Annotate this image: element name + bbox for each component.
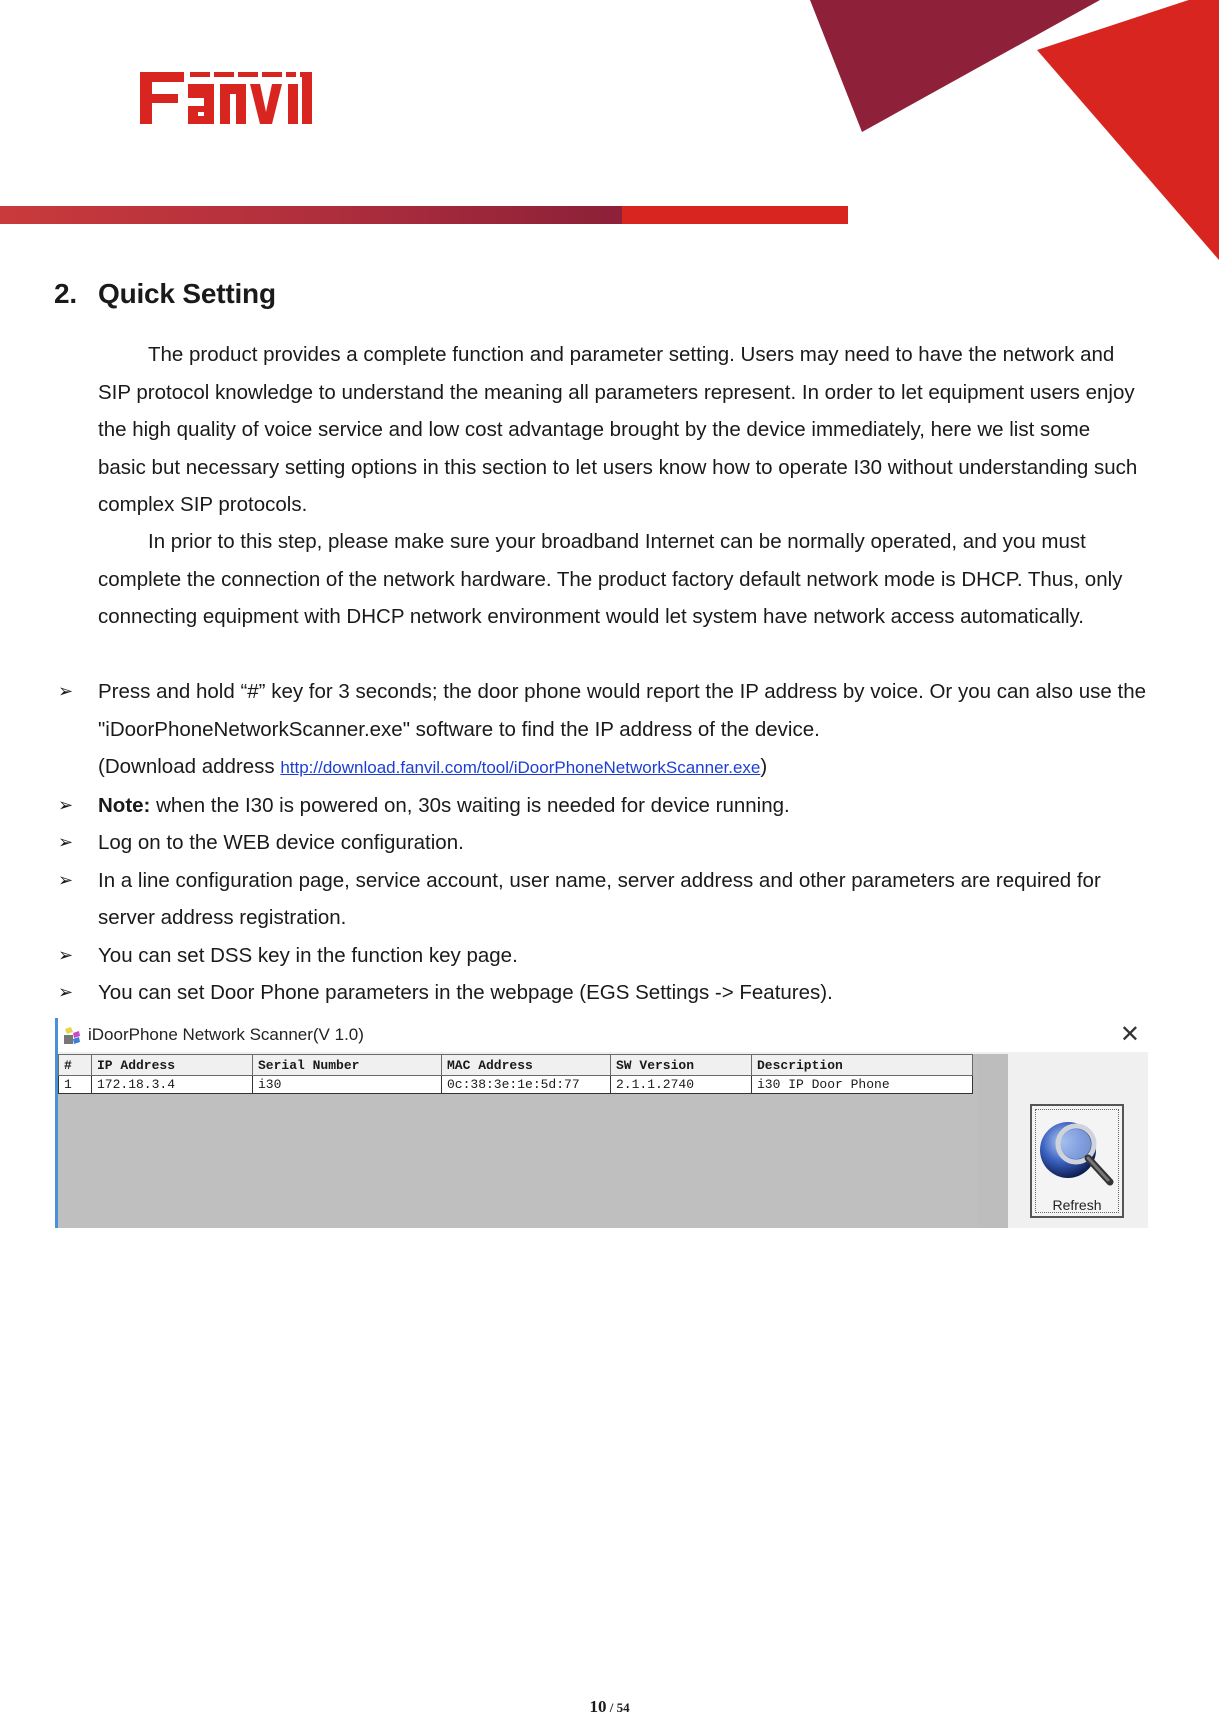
side-panel <box>1008 1054 1148 1228</box>
column-header-description[interactable]: Description <box>752 1055 973 1076</box>
list-item: ➢ Log on to the WEB device configuration. <box>58 824 1148 862</box>
arrow-bullet-icon: ➢ <box>58 681 74 701</box>
paragraph-prerequisite: In prior to this step, please make sure your broadband Internet can be normally operated, and you must complete the connection of the network hardware. The product factory default network mode is DHCP. Thus, only connecting equipment with DHCP network environment would let system have network access automatically. <box>98 530 1123 628</box>
cell-mac: 0c:38:3e:1e:5d:77 <box>442 1076 611 1094</box>
scanner-app-window <box>55 1018 1148 1228</box>
arrow-bullet-icon: ➢ <box>58 869 74 890</box>
section-heading <box>54 278 276 310</box>
download-link[interactable]: http://download.fanvil.com/tool/iDoorPhoneNetworkScanner.exe <box>280 758 761 777</box>
list-item: ➢ You can set DSS key in the function key page. <box>58 937 1148 975</box>
table-header-row <box>59 1055 973 1076</box>
app-title: iDoorPhone Network Scanner(V 1.0) <box>88 1025 364 1044</box>
arrow-bullet-icon: ➢ <box>58 794 74 815</box>
device-table <box>58 1054 973 1094</box>
magnifier-globe-icon <box>1036 1110 1118 1196</box>
close-icon[interactable]: ✕ <box>1119 1021 1140 1048</box>
list-item: ➢ Note: when the I30 is powered on, 30s waiting is needed for device running. <box>58 787 1148 825</box>
column-header-serial[interactable]: Serial Number <box>253 1055 442 1076</box>
page-total: 54 <box>616 1700 630 1715</box>
list-item: ➢ In a line configuration page, service account, user name, server address and other parameters are required for server address registration. <box>58 862 1148 937</box>
refresh-label: Refresh <box>1052 1197 1102 1213</box>
app-titlebar <box>58 1018 1148 1052</box>
header-bar <box>0 206 848 224</box>
section-number: 2. <box>54 278 77 309</box>
cell-index: 1 <box>59 1076 92 1094</box>
column-header-sw-version[interactable]: SW Version <box>611 1055 752 1076</box>
page-footer: 10 / 54 <box>589 1697 630 1716</box>
column-header-ip[interactable]: IP Address <box>92 1055 253 1076</box>
arrow-bullet-icon: ➢ <box>58 944 74 965</box>
cell-description: i30 IP Door Phone <box>752 1076 973 1094</box>
cell-ip: 172.18.3.4 <box>92 1076 253 1094</box>
list-item: ➢ You can set Door Phone parameters in the webpage (EGS Settings -> Features). <box>58 974 1148 1012</box>
arrow-bullet-icon: ➢ <box>58 832 74 852</box>
note-label: Note: <box>98 793 151 817</box>
device-grid <box>58 1054 1008 1228</box>
arrow-bullet-icon: ➢ <box>58 982 74 1002</box>
bullet-list <box>58 673 1148 1012</box>
section-title: Quick Setting <box>98 278 276 309</box>
cell-sw-version: 2.1.1.2740 <box>611 1076 752 1094</box>
table-row[interactable] <box>59 1076 973 1094</box>
page-number: 10 <box>589 1697 607 1716</box>
refresh-button[interactable] <box>1030 1104 1124 1218</box>
list-item: ➢ Press and hold “#” key for 3 seconds; the door phone would report the IP address by voice. Or you can also use the "iDoorPhoneNetworkScanner.exe" software to find the IP address of the device. (Download address http://download.fanvil.com/tool/iDoorPhoneNetworkScanner.exe) <box>58 673 1148 787</box>
column-header-mac[interactable]: MAC Address <box>442 1055 611 1076</box>
grid-scrollbar[interactable] <box>978 1054 1008 1228</box>
paragraph-intro: The product provides a complete function and parameter setting. Users may need to have the network and SIP protocol knowledge to understand the meaning all parameters represent. In order to let equipment users enjoy the high quality of voice service and low cost advantage brought by the device immediately, here we list some basic but necessary setting options in this section to let users know how to operate I30 without understanding such complex SIP protocols. <box>98 343 1138 516</box>
fanvil-logo <box>140 68 340 128</box>
cell-serial: i30 <box>253 1076 442 1094</box>
app-icon <box>62 1026 82 1046</box>
column-header-index[interactable]: # <box>59 1055 92 1076</box>
